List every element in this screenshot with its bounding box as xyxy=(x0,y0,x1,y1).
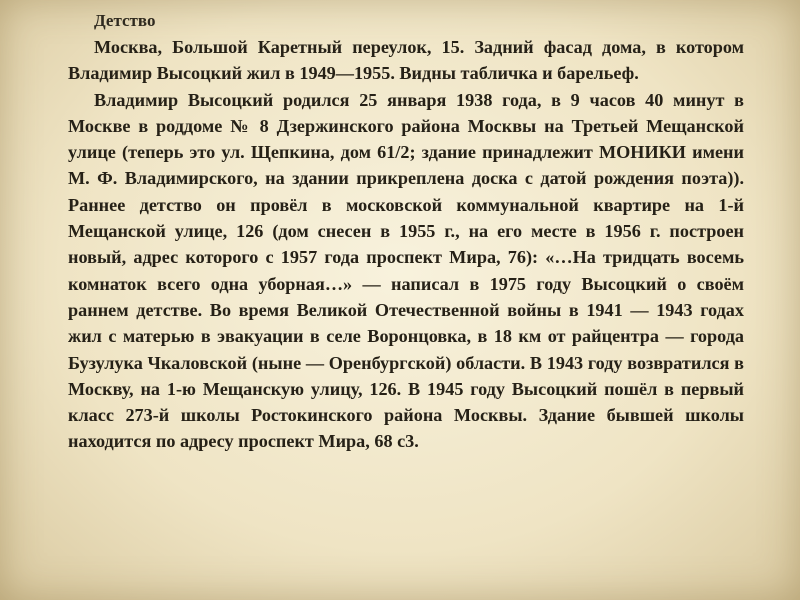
slide-content xyxy=(68,8,744,455)
paragraph-biography: Владимир Высоцкий родился 25 января 1938 года, в 9 часов 40 минут в Москве в роддоме № 8 Дзержинского района Москвы на Третьей Мещанской улице (теперь это ул. Щепкина, дом 61/2; здание принадлежит МОНИКИ имени М. Ф. Владимирского, на здании прикреплена доска с датой рождения поэта)). Раннее детство он провёл в московской коммунальной квартире на 1-й Мещанской улице, 126 (дом снесен в 1955 г., на его месте в 1956 г. построен новый, адрес которого с 1957 года проспект Мира, 76): «…На тридцать восемь комнаток всего одна уборная…» — написал в 1975 году Высоцкий о своём раннем детстве. Во время Великой Отечественной войны в 1941 — 1943 годах жил с матерью в эвакуации в селе Воронцовка, в 18 км от райцентра — города Бузулука Чкаловской (ныне — Оренбургской) области. В 1943 году возвратился в Москву, на 1-ю Мещанскую улицу, 126. В 1945 году Высоцкий пошёл в первый класс 273-й школы Ростокинского района Москвы. Здание бывшей школы находится по адресу проспект Мира, 68 с3. xyxy=(68,89,744,452)
slide-title: Детство xyxy=(94,11,156,30)
paragraph-photo-caption: Москва, Большой Каретный переулок, 15. Задний фасад дома, в котором Владимир Высоцкий жил в 1949—1955. Видны табличка и барельеф. xyxy=(68,37,744,84)
